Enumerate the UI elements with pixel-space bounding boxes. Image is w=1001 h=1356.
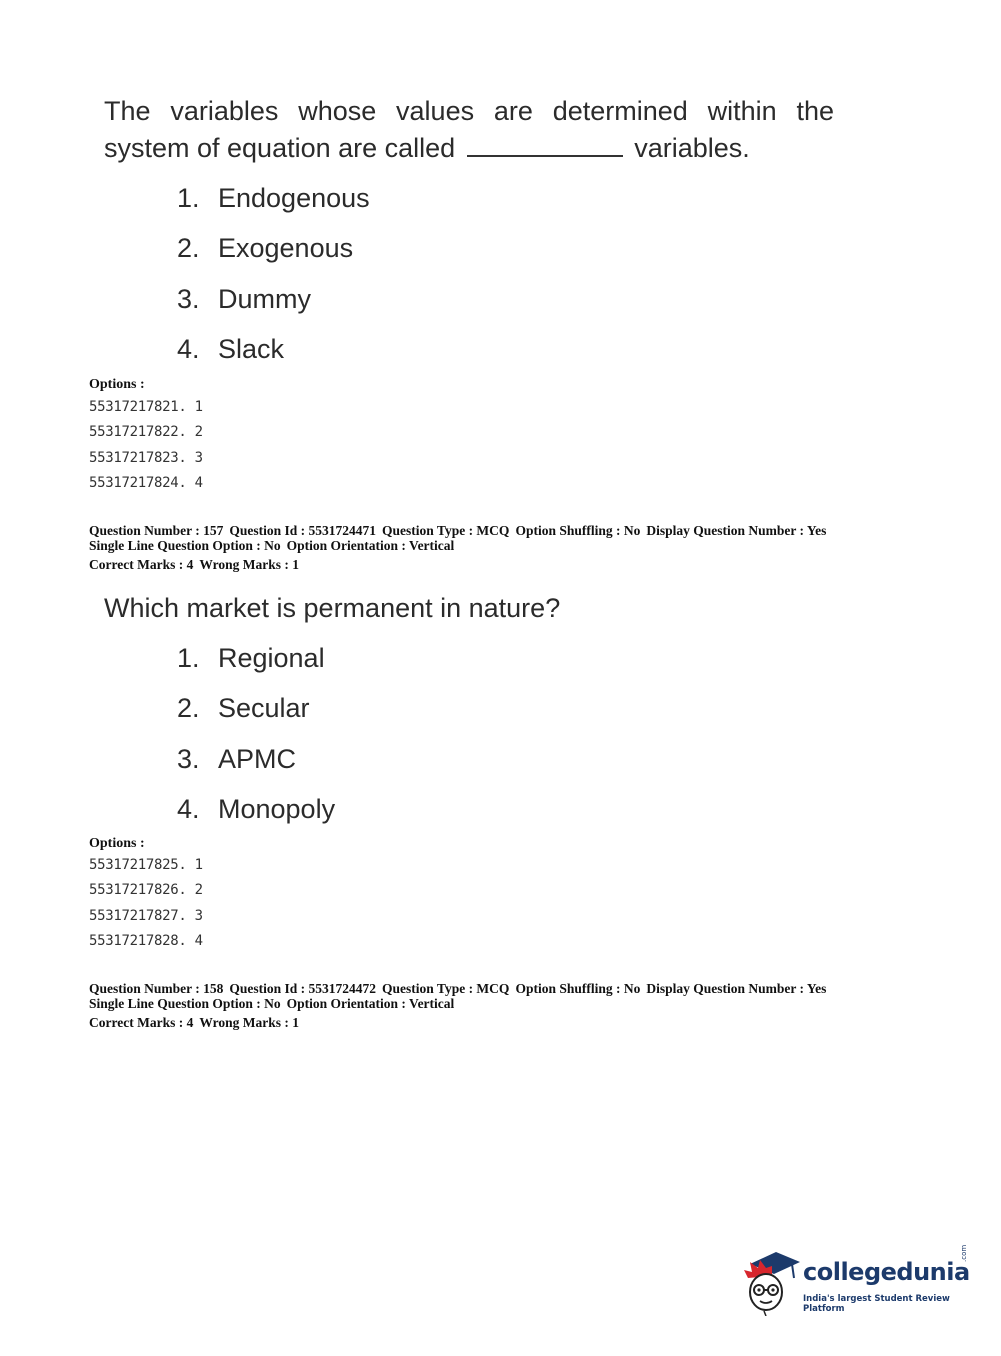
logo-wordmark: collegedunia <box>803 1258 970 1286</box>
meta-line-2: Single Line Question Option : No Option Orientation : Vertical <box>89 538 455 553</box>
question-text: Which market is permanent in nature? <box>104 593 561 623</box>
collegedunia-logo <box>742 1244 972 1318</box>
option-id: 55317217828. 4 <box>89 932 203 949</box>
mascot-icon <box>742 1248 802 1316</box>
option-id: 55317217827. 3 <box>89 907 203 924</box>
answer-choice: 2. Exogenous <box>177 233 354 264</box>
marks-line: Correct Marks : 4 Wrong Marks : 1 <box>89 557 299 572</box>
question-text: The variables whose values are determined within the system of equation are called variables. <box>104 96 834 163</box>
answer-choice: 1. Endogenous <box>177 183 370 213</box>
option-id: 55317217826. 2 <box>89 882 203 899</box>
question-meta <box>89 981 909 1011</box>
answer-choice: 3. Dummy <box>177 283 311 314</box>
option-ids <box>89 856 203 957</box>
option-id: 55317217821. 1 <box>89 399 203 415</box>
options-label: Options : <box>89 836 145 851</box>
answer-choice: 2. Secular <box>177 693 310 724</box>
options-label: Options : <box>89 377 145 392</box>
answer-choice: 4. Slack <box>177 333 285 364</box>
option-ids <box>89 398 203 499</box>
fill-in-blank <box>467 133 623 157</box>
option-id: 55317217825. 1 <box>89 857 203 873</box>
answer-choice: 3. APMC <box>177 743 297 774</box>
option-id: 55317217822. 2 <box>89 424 203 441</box>
option-id: 55317217824. 4 <box>89 474 203 491</box>
question-meta <box>89 523 909 553</box>
logo-suffix: .com <box>960 1244 968 1262</box>
logo-tagline: India's largest Student Review Platform <box>803 1294 950 1314</box>
option-id: 55317217823. 3 <box>89 449 203 466</box>
answer-choice: 4. Monopoly <box>177 793 336 824</box>
meta-line-1: Question Number : 157 Question Id : 5531724471 Question Type : MCQ Option Shuffling : No Display Question Number : Yes <box>89 523 827 538</box>
meta-line-1: Question Number : 158 Question Id : 5531724472 Question Type : MCQ Option Shuffling : No Display Question Number : Yes <box>89 981 827 996</box>
answer-choice: 1. Regional <box>177 643 325 673</box>
answer-choices <box>177 641 335 842</box>
answer-choices <box>177 181 370 382</box>
meta-line-2: Single Line Question Option : No Option Orientation : Vertical <box>89 996 455 1011</box>
marks-line: Correct Marks : 4 Wrong Marks : 1 <box>89 1015 299 1030</box>
